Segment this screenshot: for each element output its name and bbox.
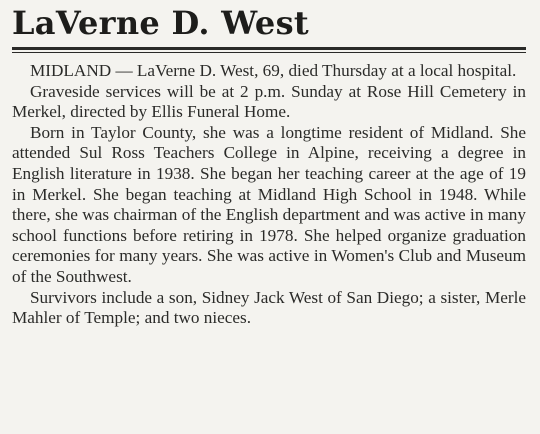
obituary-headline: LaVerne D. West [12, 4, 309, 42]
paragraph-services: Graveside services will be at 2 p.m. Sunday at Rose Hill Cemetery in Merkel, directed by Ellis Funeral Home. [12, 81, 526, 122]
paragraph-survivors: Survivors include a son, Sidney Jack West of San Diego; a sister, Merle Mahler of Temple; and two nieces. [12, 287, 526, 328]
obituary-body [12, 61, 526, 329]
headline-rule-thin [12, 52, 526, 53]
paragraph-biography: Born in Taylor County, she was a longtime resident of Midland. She attended Sul Ross Teachers College in Alpine, receiving a degree in English literature in 1938. She began her teaching career at the age of 19 in Merkel. She began teaching at Midland High School in 1948. While there, she was chairman of the English department and was active in many school functions before retiring in 1978. She helped organize graduation ceremonies for many years. She was active in Women's Club and Museum of the Southwest. [12, 122, 526, 286]
paragraph-death-notice: MIDLAND — LaVerne D. West, 69, died Thursday at a local hospital. [30, 61, 517, 80]
headline-rule-thick [12, 47, 526, 50]
